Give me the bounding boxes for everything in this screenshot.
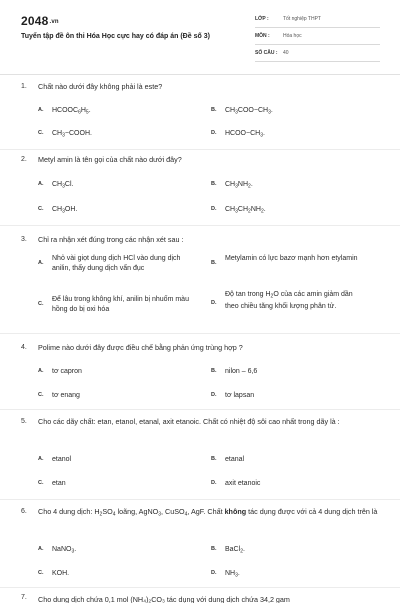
- meta-label: MÔN :: [255, 33, 270, 39]
- option-letter: D.: [211, 206, 217, 212]
- option-letter: B.: [211, 181, 217, 187]
- question-text: Metyl amin là tên gọi của chất nào dưới đây?: [38, 155, 182, 164]
- option-letter: D.: [211, 392, 217, 398]
- question-divider: [0, 499, 400, 500]
- question-text: Chất nào dưới đây không phải là este?: [38, 82, 163, 91]
- site-logo[interactable]: [21, 14, 59, 28]
- option-letter: D.: [211, 480, 217, 486]
- meta-label: SỐ CÂU :: [255, 50, 278, 56]
- page-title: Tuyển tập đề ôn thi Hóa Học cực hay có đáp án (Đề số 3): [21, 33, 210, 40]
- question-divider: [0, 333, 400, 334]
- question-number: 6.: [21, 508, 27, 515]
- option-letter: D.: [211, 130, 217, 136]
- option-letter: A.: [38, 181, 44, 187]
- option-text: $NH_3$.: [225, 570, 240, 579]
- option-text: $CH_3OH$.: [52, 206, 78, 215]
- option-letter: C.: [38, 392, 44, 398]
- option-letter: C.: [38, 480, 44, 486]
- option-text: tơ lapsan: [225, 392, 255, 399]
- option-text: $CH_3Cl$.: [52, 181, 74, 190]
- option-letter: C.: [38, 130, 44, 136]
- option-text: Metylamin có lực bazơ mạnh hơn etylamin: [225, 255, 358, 262]
- option-text: $CH_3NH_2$.: [225, 181, 253, 190]
- option-text: NaNO$_3$.: [52, 546, 77, 555]
- header: [0, 0, 400, 70]
- question-text: Polime nào dưới đây được điều chế bằng phản ứng trùng hợp ?: [38, 343, 243, 352]
- option-text: $HCOO-CH_3$.: [225, 130, 265, 139]
- option-letter: B.: [211, 456, 217, 462]
- option-text: etanol: [52, 456, 72, 463]
- option-text: BaCl$_2$.: [225, 546, 245, 555]
- question-text: Cho các dãy chất: etan, etanol, etanal, axit etanoic. Chất có nhiệt độ sôi cao nhất trong dãy là :: [38, 417, 340, 426]
- option-text: etan: [52, 480, 66, 487]
- option-letter: B.: [211, 368, 217, 374]
- option-letter: B.: [211, 107, 217, 113]
- question-divider: [0, 409, 400, 410]
- option-text: etanal: [225, 456, 245, 463]
- option-text: $HCOOC_6H_5$.: [52, 107, 91, 116]
- meta-label: LỚP :: [255, 16, 269, 22]
- meta-value: Tốt nghiệp THPT: [283, 16, 321, 22]
- question-number: 5.: [21, 418, 27, 425]
- question-7-partial: [0, 591, 400, 603]
- option-letter: A.: [38, 456, 44, 462]
- question-text: Cho 4 dung dịch: $H_2SO_4$ loãng, AgNO$_3$, CuSO$_4$, AgF. Chất không tác dụng được với cả 4 dung dịch trên là: [38, 507, 378, 518]
- option-text: Để lâu trong không khí, anilin bị nhuốm màu hồng do bị oxi hóa: [52, 296, 189, 313]
- meta-value: 40: [283, 50, 289, 56]
- meta-value: Hóa học: [283, 33, 302, 39]
- option-letter: B.: [211, 546, 217, 552]
- option-text: tơ capron: [52, 368, 82, 375]
- option-letter: D.: [211, 300, 217, 306]
- logo-suffix: .vn: [49, 18, 59, 25]
- question-number: 3.: [21, 236, 27, 243]
- option-text: tơ enang: [52, 392, 80, 399]
- question-number: 4.: [21, 344, 27, 351]
- header-divider: [0, 74, 400, 75]
- option-letter: C.: [38, 570, 44, 576]
- question-divider: [0, 225, 400, 226]
- question-divider: [0, 149, 400, 150]
- option-letter: A.: [38, 260, 44, 266]
- question-number: 1.: [21, 83, 27, 90]
- meta-row-subject: [255, 31, 380, 45]
- option-text: $CH_3COO-CH_3$.: [225, 107, 273, 116]
- question-text: Cho dung dịch chứa 0,1 mol (NH₄)₂CO₃ tác dụng với dung dịch chứa 34,2 gam: [38, 595, 290, 603]
- meta-row-count: [255, 48, 380, 62]
- option-letter: A.: [38, 368, 44, 374]
- option-text: $CH_3-COOH$.: [52, 130, 92, 139]
- option-letter: A.: [38, 107, 44, 113]
- option-text: nilon – 6,6: [225, 368, 258, 375]
- option-text: KOH.: [52, 570, 70, 577]
- option-text: Nhỏ vài giọt dung dịch HCl vào dung dịch anilin, thấy dung dịch vẩn đục: [52, 255, 181, 272]
- option-letter: C.: [38, 206, 44, 212]
- question-number: 7.: [21, 594, 27, 601]
- question-divider: [0, 587, 400, 588]
- option-letter: D.: [211, 570, 217, 576]
- meta-row-class: [255, 14, 380, 28]
- option-letter: C.: [38, 301, 44, 307]
- option-letter: B.: [211, 260, 217, 266]
- question-text: Chỉ ra nhận xét đúng trong các nhận xét sau :: [38, 235, 184, 244]
- option-text: axit etanoic: [225, 480, 261, 487]
- exam-meta: [255, 14, 380, 65]
- option-text: Độ tan trong $H_2O$ của các amin giảm dần theo chiều tăng khối lượng phân tử.: [225, 291, 353, 310]
- option-letter: A.: [38, 546, 44, 552]
- question-number: 2.: [21, 156, 27, 163]
- logo-text: 2048: [21, 14, 49, 28]
- option-text: $CH_3CH_2NH_2$.: [225, 206, 266, 215]
